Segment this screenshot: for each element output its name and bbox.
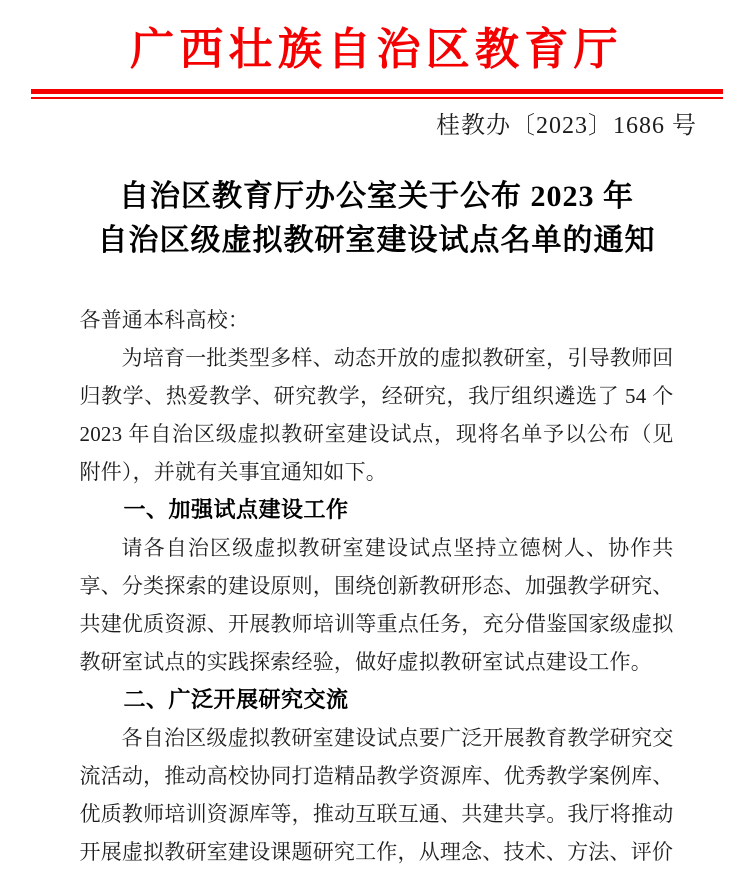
document-title-line-2: 自治区级虚拟教研室建设试点名单的通知 — [97, 224, 656, 257]
document-title — [0, 175, 753, 263]
document-title-line-1: 自治区教育厅办公室关于公布 2023 年 — [119, 180, 634, 213]
letterhead-divider — [31, 89, 723, 99]
agency-letterhead: 广西壮族自治区教育厅 — [130, 25, 623, 74]
document-body — [80, 301, 674, 871]
divider-thin-rule — [31, 97, 723, 99]
section-1-paragraph: 请各自治区级虚拟教研室建设试点坚持立德树人、协作共享、分类探索的建设原则，围绕创新教研形态、加强教学研究、共建优质资源、开展教师培训等重点任务，充分借鉴国家级虚拟教研室试点的实践探索经验，做好虚拟教研室试点建设工作。 — [79, 536, 674, 674]
section-2-heading: 二、广泛开展研究交流 — [123, 687, 349, 712]
section-2-paragraph: 各自治区级虚拟教研室建设试点要广泛开展教育教学研究交流活动，推动高校协同打造精品教学资源库、优秀教学案例库、优质教师培训资源库等，推动互联互通、共建共享。我厅将推动开展虚拟教研室建设课题研究工作，从理念、技术、方法、评价 — [79, 726, 674, 864]
section-1-heading: 一、加强试点建设工作 — [123, 497, 349, 522]
document-number: 桂教办〔2023〕1686 号 — [436, 113, 697, 139]
salutation: 各普通本科高校： — [79, 308, 250, 332]
intro-paragraph: 为培育一批类型多样、动态开放的虚拟教研室，引导教师回归教学、热爱教学、研究教学，经研究，我厅组织遴选了 54 个 2023 年自治区级虚拟教研室建设试点，现将名单予以公布（见附件），并就有关事宜通知如下。 — [79, 346, 674, 484]
